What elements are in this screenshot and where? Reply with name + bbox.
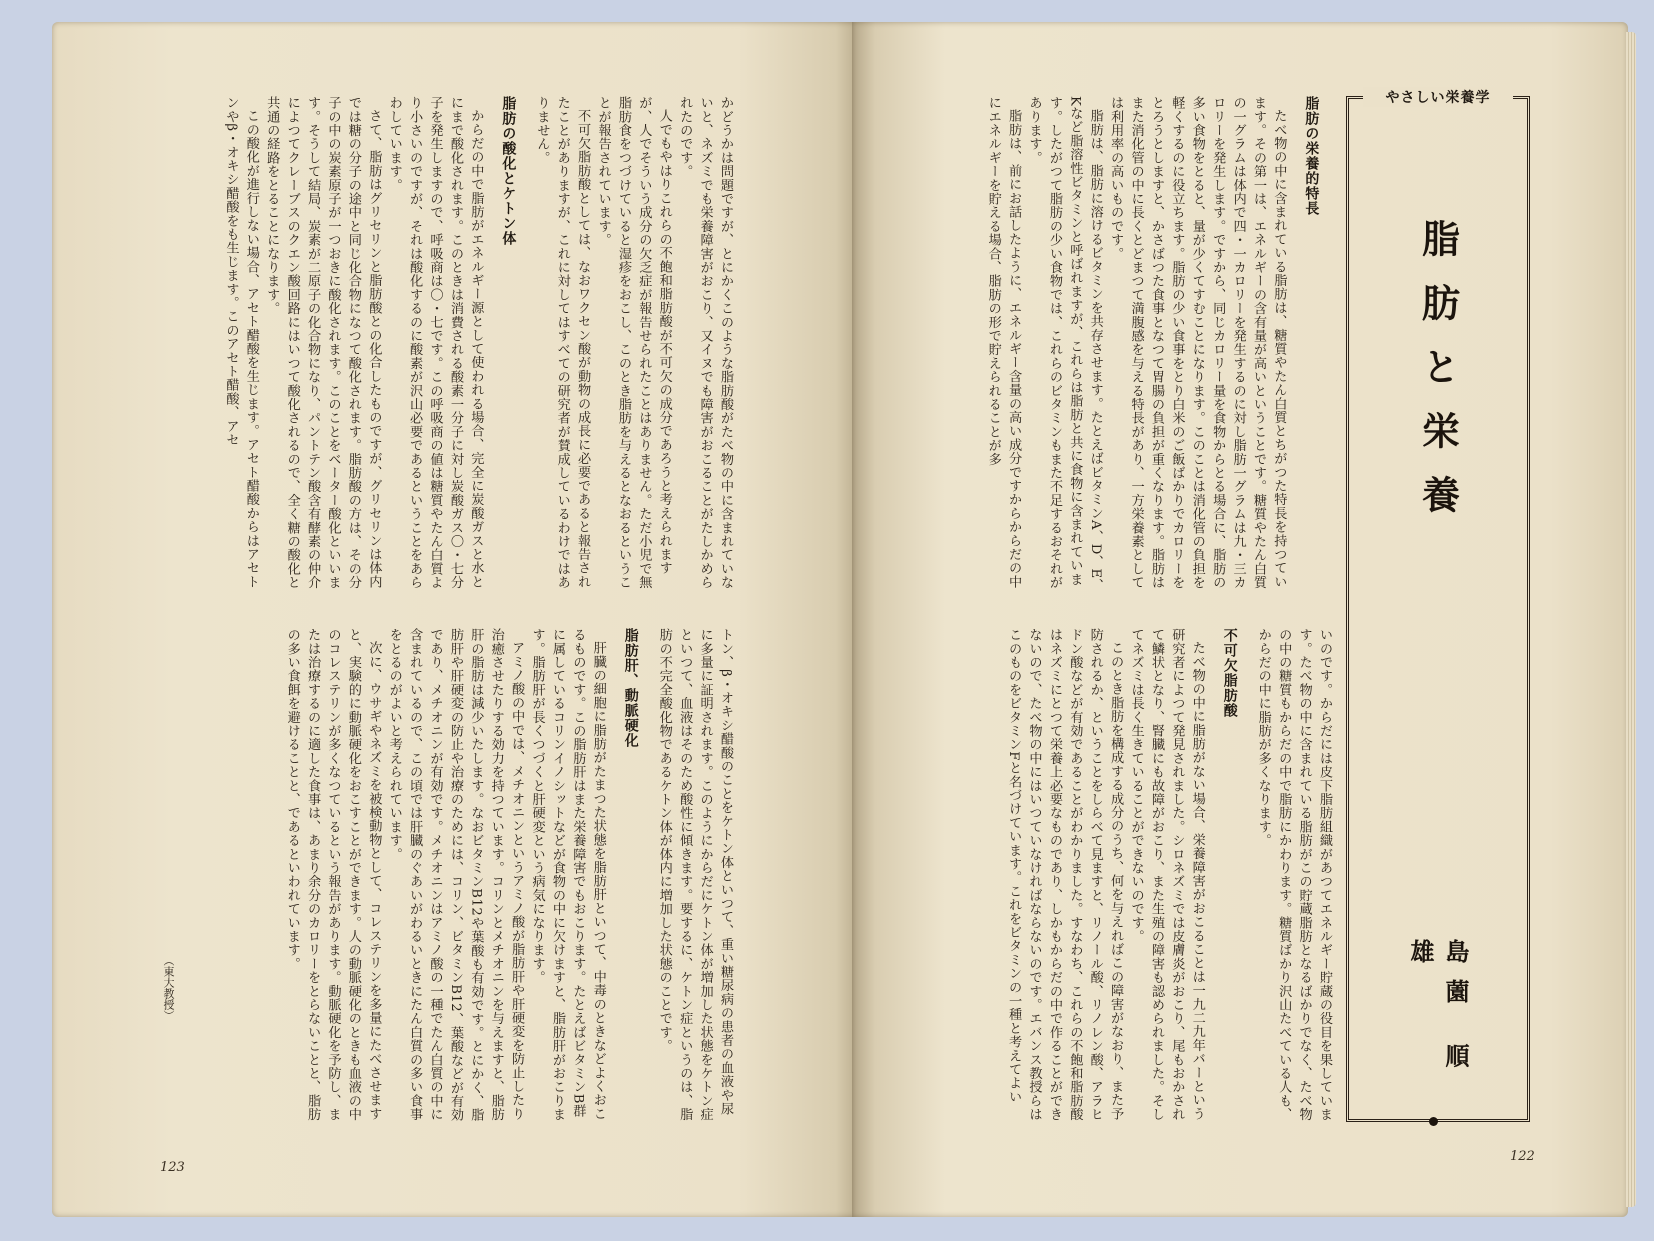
title-box [1346, 90, 1530, 1122]
page-edge [1626, 32, 1636, 1207]
paragraph: この酸化が進行しない場合、アセト醋酸を生じます。アセト醋酸からはアセトンやβ・オキシ醋酸をも生じます。このアセト醋酸、アセ [223, 96, 259, 589]
paragraph: 脂肪は、脂肪に溶けるビタミンを共存させます。たとえばビタミンA、D、E、Kなど脂溶性ビタミンと呼ばれますが、これらは脂肪と共に食物に含まれています。したがつて脂肪の少い食物では、これらのビタミンもまた不足するおそれがあります。 [1026, 96, 1103, 593]
left-bottom-column [175, 628, 735, 1128]
section-heading: 脂肪の栄養的特長 [1303, 96, 1320, 216]
paragraph: 人でもやはりこれらの不飽和脂肪酸が不可欠の成分であろうと考えられますが、人でそういう成分の欠乏症が報告せられたことはありません。ただ小児で無脂肪食をつづけていると湿疹をおこし、このとき脂肪を与えるとなおるということが報告されています。 [595, 96, 672, 590]
author-affiliation: （東大教授） [162, 955, 175, 1021]
paragraph: かどうかは問題ですが、とにかくこのような脂肪酸がたべ物の中に含まれていないと、ネズミでも栄養障害がおこり、又イヌでも障害がおこることがたしかめられたのです。 [677, 96, 733, 590]
title-box-dot [1429, 1117, 1438, 1126]
paragraph: このとき脂肪を構成する成分のうち、何を与えればこの障害がなおり、また予防されるか、ということをしらべて見ますと、リノール酸、リノレン酸、アラヒドン酸などが有効であることがわかりました。すなわち、これらの不飽和脂肪酸はネズミにとつて栄養上必要なものであり、しかもからだの中で作ることができないので、たべ物の中にはいつていなければならないのです。エバンス教授らはこのものをビタミンFと名づけています。これをビタミンの一種と考えてよい [1006, 628, 1124, 1122]
paragraph: 肝臓の細胞に脂肪がたまつた状態を脂肪肝といつて、中毒のときなどよくおこるものです。この脂肪肝はまた栄養障害でもおこります。たとえばビタミンB群に属しているコリンイノシットなどが食物の中に欠けますと、脂肪肝がおこります。脂肪肝が長くつづくと肝硬変という病気になります。 [529, 628, 606, 1122]
section-heading: 脂肪の酸化とケトン体 [500, 96, 517, 246]
paragraph: アミノ酸の中では、メチオニンというアミノ酸が脂肪肝や肝硬変を防止したり治癒させたりする効力を持つています。コリンとメチオニンを与えますと、脂肪肝の脂肪は減少いたします。なおビタミンB12や葉酸も有効です。とにかく、脂肪肝や肝硬変の防止や治療のためには、コリン、ビタミンB12、葉酸などが有効であり、メチオニンが有効です。メチオニンはアミノ酸の一種でたん白質の中に含まれているので、この頃では肝臓のぐあいがわるいときにたん白質の多い食事をとるのがよいと考えられています。 [386, 628, 525, 1122]
section-heading: 脂肪肝、動脈硬化 [622, 628, 639, 748]
author-name: 島薗 順雄 [1406, 939, 1470, 1084]
series-label: やさしい栄養学 [1363, 87, 1513, 107]
paragraph: 次に、ウサギやネズミを被検動物として、コレステリンを多量にたべさせますと、実験的に動脈硬化をおこすことができます。人の動脈硬化のときも血液の中のコレステリンが多くなつているという報告があります。動脈硬化を予防し、または治療するのに適した食事は、あまり余分のカロリーをとらないことと、脂肪の多い食餌を避けることと、であるといわれています。 [284, 628, 382, 1122]
paragraph: 脂肪は、前にお話したように、エネルギー含量の高い成分ですからからだの中にエネルギーを貯える場合、脂肪の形で貯えられることが多 [985, 96, 1022, 589]
paragraph: たべ物の中に含まれている脂肪は、糖質やたん白質とちがつた特長を持つています。その第一は、エネルギーの含有量が高いということです。糖質やたん白質の一グラムは体内で四・一カロリーを発生するのに対し脂肪一グラムは九・三カロリーを発生します。ですから、同じカロリー量を食物からとる場合に、脂肪の多い食物をとると、量が少くてすむことになります。このことは消化管の負担を軽くするのに役立ちます。脂肪の少い食事をとり白米のご飯ばかりでカロリーをとろうとしますと、かさばつた食事となつて胃腸の負担が重くなります。脂肪はまた消化管の中に長くとどまつて満腹感を与える特長があり、一方栄養素としては利用率の高いものです。 [1108, 96, 1287, 590]
page-number-left: 123 [160, 1160, 185, 1175]
paragraph: からだの中で脂肪がエネルギー源として使われる場合、完全に炭酸ガスと水とにまで酸化されます。このときは消費される酸素一分子に対し炭酸ガス〇・七分子を発生しますので、呼吸商は〇・七です。この呼吸商の値は糖質やたん白質より小さいのですが、それは酸化するのに酸素が沢山必要であるということをあらわしています。 [386, 96, 484, 590]
right-bottom-column [886, 628, 1334, 1128]
left-top-column [135, 96, 735, 596]
article-title: 脂肪と栄養 [1415, 219, 1461, 539]
right-top-column [886, 96, 1334, 596]
page-number-right: 122 [1510, 1149, 1535, 1164]
paragraph: 不可欠脂肪酸としては、なおワクセン酸が動物の成長に必要であると報告されたことがありますが、これに対してはすべての研究者が賛成しているわけではありません。 [534, 96, 591, 590]
paragraph: いのです。からだには皮下脂肪組織があつてエネルギー貯蔵の役目を果しています。たべ物の中に含まれている脂肪がこの貯蔵脂肪となるばかりでなく、たべ物の中の糖質もからだの中で脂肪にかわります。糖質ばかり沢山たべている人も、からだの中に脂肪が多くなります。 [1255, 628, 1332, 1122]
section-heading: 不可欠脂肪酸 [1221, 628, 1238, 718]
paragraph: トン、β・オキシ醋酸のことをケトン体といつて、重い糖尿病の患者の血液や尿に多量に証明されます。このようにからだにケトン体が増加した状態をケトン症といつて、血液はそのため酸性に傾きます。要するに、ケトン症というのは、脂肪の不完全酸化物であるケトン体が体内に増加した状態のことです。 [656, 628, 733, 1122]
paragraph: たべ物の中に脂肪がない場合、栄養障害がおこることは一九二九年バーという研究者によつて発見されました。シロネズミでは皮膚炎がおこり、尾もおかされて鱗状となり、腎臓にも故障がおこり、また生殖の障害も認められました。そしてネズミは長く生きていることができないのです。 [1128, 628, 1205, 1122]
paragraph: さて、脂肪はグリセリンと脂肪酸との化合したものですが、グリセリンは体内では糖の分子の途中と同じ化合物になつて酸化されます。脂肪酸の方は、その分子の中の炭素原子が一つおきに酸化されます。このことをベーター酸化といいます。そうして結局、炭素が二原子の化合物になり、パントテン酸含有酵素の仲介によつてクレーブスのクエン酸回路にはいつて酸化されるので、全く糖の酸化と共通の経路をとることになります。 [264, 96, 382, 590]
